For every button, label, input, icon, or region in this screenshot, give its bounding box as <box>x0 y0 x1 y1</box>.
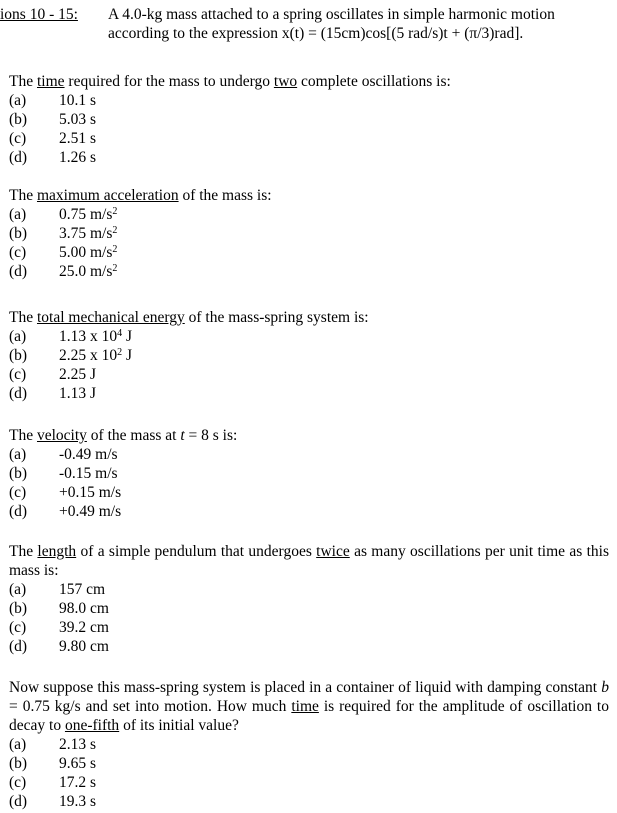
option-a: (a) 1.13 x $10^4$ J <box>9 328 133 345</box>
option-c: (c) +0.15 m/s <box>9 484 122 501</box>
option-a: (a) 10.1 s <box>9 92 97 109</box>
option-c: (c) 39.2 cm <box>9 619 109 636</box>
question-3 <box>9 308 609 403</box>
option-b: (b) 98.0 cm <box>9 600 109 617</box>
option-a: (a) 0.75 $m/s^2$ <box>9 206 118 223</box>
option-a: (a) -0.49 m/s <box>9 446 118 463</box>
equation: x(t) = (15cm)cos[(5 rad/s)t + (π/3)rad]. <box>281 25 524 42</box>
option-c: (c) 2.51 s <box>9 130 97 147</box>
option-c: (c) 17.2 s <box>9 774 97 791</box>
option-c: (c) 2.25 J <box>9 366 97 383</box>
option-d: (d) 1.13 J <box>9 385 97 402</box>
option-d: (d) 1.26 s <box>9 149 97 166</box>
question-stem: Now suppose this mass-spring system is placed in a container of liquid with damping constant b = 0.75 kg/s and set into motion. How much time is required for the amplitude of oscillation to decay to one-fifth of its initial value? <box>9 679 609 734</box>
equation-prefix: according to the expression <box>108 25 279 42</box>
option-a: (a) 2.13 s <box>9 736 97 753</box>
option-d: (d) 9.80 cm <box>9 638 109 655</box>
question-stem: The time required for the mass to undergo two complete oscillations is: <box>9 73 451 90</box>
question-2 <box>9 186 609 281</box>
option-b: (b) -0.15 m/s <box>9 465 118 482</box>
question-stem: The velocity of the mass at t = 8 s is: <box>9 427 238 444</box>
option-d: (d) 25.0 $m/s^2$ <box>9 263 118 280</box>
option-a: (a) 157 cm <box>9 581 106 598</box>
question-5 <box>9 542 609 656</box>
option-b: (b) 9.65 s <box>9 755 97 772</box>
option-d: (d) 19.3 s <box>9 793 97 810</box>
option-b: (b) 5.03 s <box>9 111 97 128</box>
option-c: (c) 5.00 $m/s^2$ <box>9 244 118 261</box>
option-b: (b) 3.75 $m/s^2$ <box>9 225 118 242</box>
questions-range-label: ions 10 - 15: <box>0 6 78 23</box>
intro-text: A 4.0-kg mass attached to a spring oscillates in simple harmonic motion <box>108 6 555 23</box>
question-6 <box>9 678 609 811</box>
question-stem: The total mechanical energy of the mass-spring system is: <box>9 309 369 326</box>
option-d: (d) +0.49 m/s <box>9 503 122 520</box>
question-stem: The maximum acceleration of the mass is: <box>9 187 272 204</box>
problem-intro <box>108 5 608 43</box>
question-1 <box>9 72 609 167</box>
question-stem: The length of a simple pendulum that undergoes twice as many oscillations per unit time as this mass is: <box>9 543 609 579</box>
question-4 <box>9 426 609 521</box>
equation-line <box>108 24 608 43</box>
option-b: (b) 2.25 x $10^2$ J <box>9 347 133 364</box>
